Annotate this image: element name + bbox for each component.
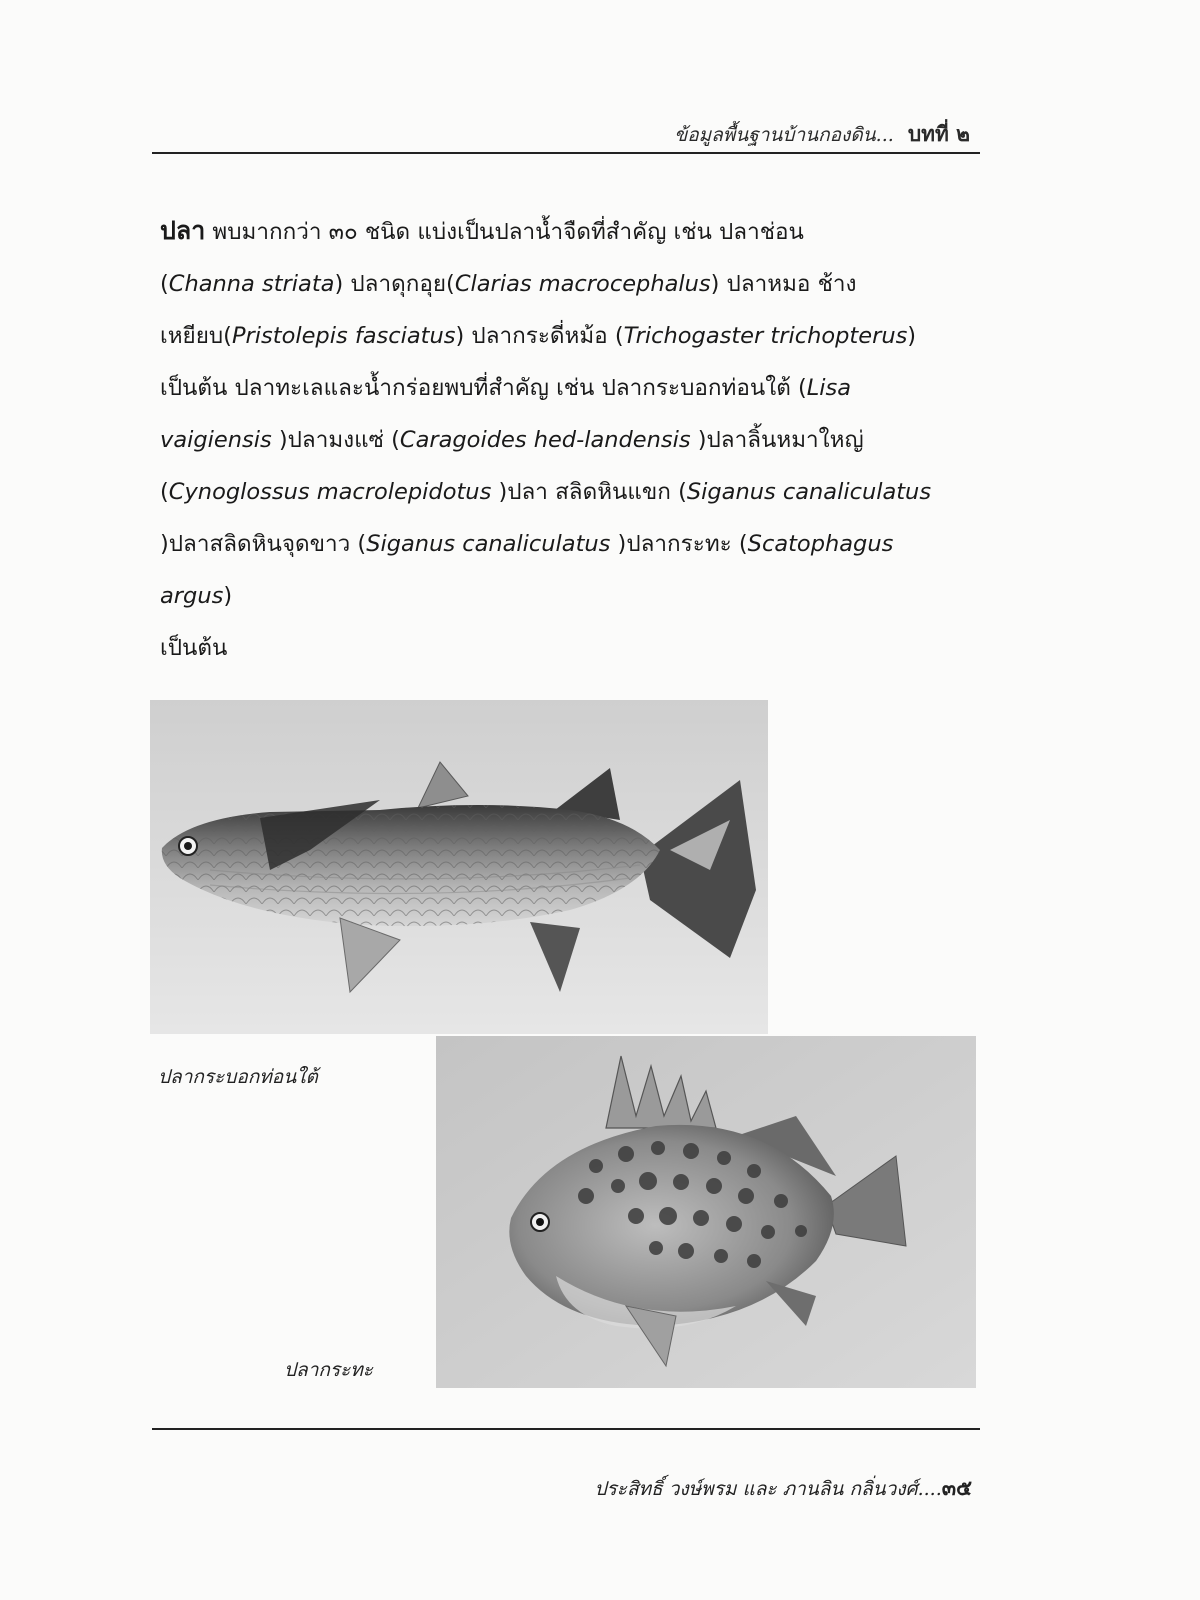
scientific-name: Channa striata: [168, 271, 335, 297]
photo-mullet: [150, 700, 768, 1034]
header-rule: [152, 152, 980, 154]
page-number: ๓๕: [941, 1475, 972, 1500]
text-run: )ปลากระทะ (: [617, 531, 748, 557]
scientific-name: Siganus canaliculatus: [686, 479, 932, 505]
scientific-name: Trichogaster trichopterus: [623, 323, 908, 349]
text-run: ) เป็นต้น ปลาทะเลและน้ำกร่อยพบที่สำคัญ เช่น ปลากระบอกท่อนใต้ (: [160, 323, 917, 401]
text-run: )ปลามงแซ่ (: [278, 427, 400, 453]
running-header: [674, 118, 970, 151]
running-title: ข้อมูลพื้นฐานบ้านกองดิน...: [674, 124, 894, 146]
text-run: ปลาดุกอุย(: [343, 271, 455, 297]
text-run: ): [223, 583, 233, 609]
body-paragraph: ปลา พบมากกว่า ๓๐ ชนิด แบ่งเป็นปลาน้ำจืดที่สำคัญ เช่น ปลาช่อน (Channa striata) ปลาดุกอุย(Clarias macrocephalus) ปลาหมอ ช้างเหยียบ(Pristolepis fasciatus) ปลากระดี่หม้อ (Trichogaster trichopterus) เป็นต้น ปลาทะเลและน้ำกร่อยพบที่สำคัญ เช่น ปลากระบอกท่อนใต้ (Lisa vaigiensis )ปลามงแซ่ (Caragoides hed-landensis )ปลาลิ้นหมาใหญ่ (Cynoglossus macrolepidotus )ปลา สลิดหินแขก (Siganus canaliculatus )ปลาสลิดหินจุดขาว (Siganus canaliculatus )ปลากระทะ (Scatophagus argus) เป็นต้น: [160, 216, 932, 661]
text-run: )ปลาสลิดหินจุดขาว (: [160, 531, 367, 557]
paragraph-lead: ปลา: [160, 216, 206, 245]
scat-illustration: [436, 1036, 976, 1388]
photo-scat: [436, 1036, 976, 1388]
text-run: พบมากกว่า ๓๐ ชนิด แบ่งเป็นปลาน้ำจืดที่สำคัญ เช่น ปลาช่อน: [205, 219, 804, 245]
footer-rule: [152, 1428, 980, 1430]
caption-scat: ปลากระทะ: [284, 1359, 374, 1381]
text-run: ) ปลากระดี่หม้อ (: [455, 323, 624, 349]
text-run: )ปลา สลิดหินแขก (: [498, 479, 687, 505]
scientific-name: Clarias macrocephalus: [454, 271, 711, 297]
footer-authors: ประสิทธิ์ วงษ์พรม และ ภานลิน กลิ่นวงศ์....: [594, 1478, 942, 1500]
text-run: เป็นต้น: [160, 635, 228, 661]
scientific-name: Pristolepis fasciatus: [231, 323, 456, 349]
caption-mullet: ปลากระบอกท่อนใต้: [158, 1066, 318, 1088]
scientific-name: Scatophagus argus: [160, 531, 894, 609]
text-run: ) ปลาหมอ ช้างเหยียบ(: [160, 271, 857, 349]
page-footer: [594, 1472, 972, 1505]
text-run: )ปลาลิ้นหมาใหญ่ (: [160, 427, 864, 505]
scientific-name: Caragoides hed-landensis: [399, 427, 698, 453]
chapter-label: บทที่ ๒: [907, 121, 970, 146]
scientific-name: Siganus canaliculatus: [366, 531, 618, 557]
scientific-name: Cynoglossus macrolepidotus: [168, 479, 499, 505]
scientific-name: Lisa vaigiensis: [160, 375, 852, 453]
mullet-illustration: [150, 700, 768, 1034]
